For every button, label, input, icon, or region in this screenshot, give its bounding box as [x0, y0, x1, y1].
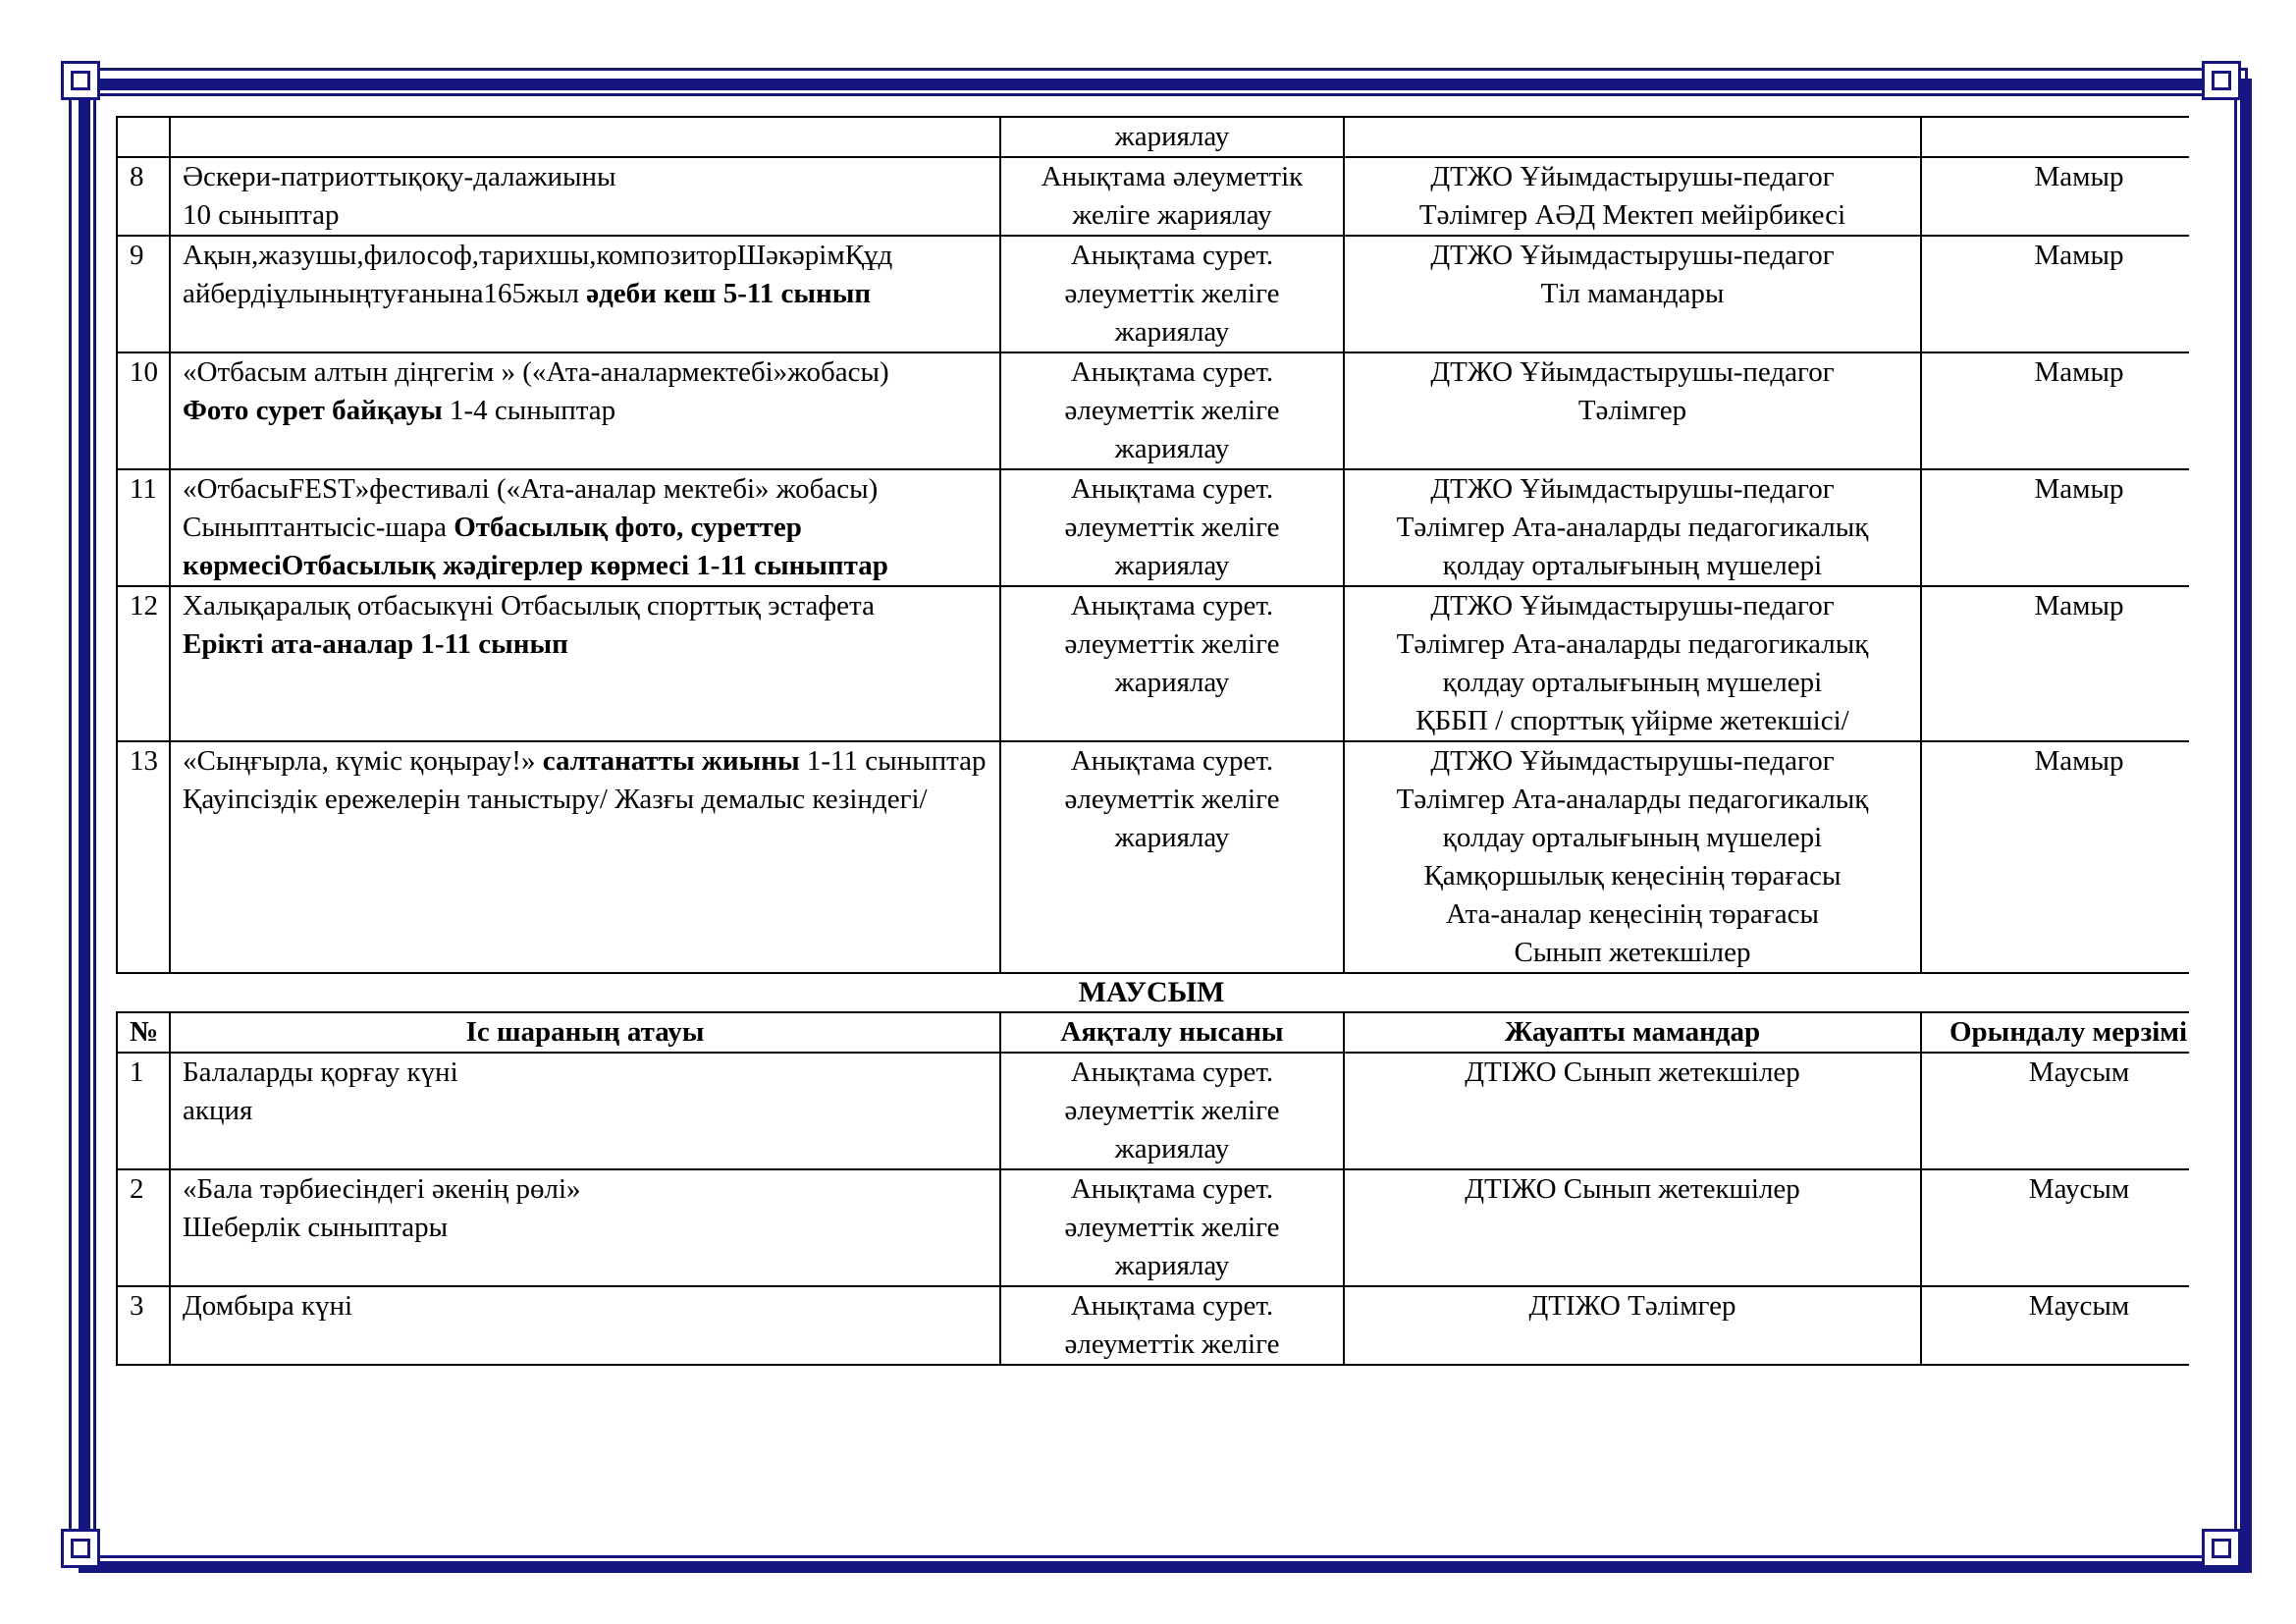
- border-corner-ornament: [2202, 61, 2241, 100]
- completion-form: Анықтама сурет. әлеуметтік желіге жариялау: [1000, 586, 1344, 741]
- completion-form: Анықтама сурет. әлеуметтік желіге жариялау: [1000, 469, 1344, 586]
- completion-form: Анықтама сурет. әлеуметтік желіге жариялау: [1000, 1053, 1344, 1169]
- deadline: Мамыр: [1921, 352, 2189, 469]
- deadline: Мамыр: [1921, 741, 2189, 973]
- table-row: [117, 236, 2189, 352]
- responsible-staff: [1344, 117, 1921, 157]
- table-row: [117, 117, 2189, 157]
- table-row: [117, 1053, 2189, 1169]
- row-number: 2: [117, 1169, 170, 1286]
- completion-form: жариялау: [1000, 117, 1344, 157]
- table-row: [117, 469, 2189, 586]
- event-name: [170, 117, 1000, 157]
- responsible-staff: ДТЖО Ұйымдастырушы-педагог Тәлімгер: [1344, 352, 1921, 469]
- deadline: Маусым: [1921, 1053, 2189, 1169]
- responsible-staff: ДТІЖО Сынып жетекшілер: [1344, 1169, 1921, 1286]
- deadline: Мамыр: [1921, 586, 2189, 741]
- completion-form: Анықтама сурет. әлеуметтік желіге жариялау: [1000, 352, 1344, 469]
- row-number: 11: [117, 469, 170, 586]
- header-completion-form: Аяқталу нысаны: [1000, 1012, 1344, 1053]
- header-number: №: [117, 1012, 170, 1053]
- row-number: 3: [117, 1286, 170, 1365]
- border-corner-ornament: [61, 1529, 100, 1568]
- responsible-staff: ДТЖО Ұйымдастырушы-педагог Тәлімгер Ата-аналарды педагогикалық қолдау орталығының мүшелері: [1344, 469, 1921, 586]
- completion-form: Анықтама сурет. әлеуметтік желіге жариялау: [1000, 1169, 1344, 1286]
- table-header-row: [117, 1012, 2189, 1053]
- document-content: [116, 116, 2189, 1392]
- row-number: 1: [117, 1053, 170, 1169]
- table-row: [117, 1286, 2189, 1365]
- completion-form: Анықтама сурет. әлеуметтік желіге: [1000, 1286, 1344, 1365]
- responsible-staff: ДТІЖО Тәлімгер: [1344, 1286, 1921, 1365]
- event-name: «Отбасым алтын діңгегім » («Ата-аналармектебі»жобасы) Фото сурет байқауы 1-4 сыныптар: [170, 352, 1000, 469]
- event-name: Домбыра күні: [170, 1286, 1000, 1365]
- june-events-table: [116, 1011, 2189, 1366]
- header-deadline: Орындалу мерзімі: [1921, 1012, 2189, 1053]
- row-number: 12: [117, 586, 170, 741]
- table-row: [117, 586, 2189, 741]
- header-event-name: Іс шараның атауы: [170, 1012, 1000, 1053]
- event-name: Халықаралық отбасыкүні Отбасылық спорттық эстафета Ерікті ата-аналар 1-11 сынып: [170, 586, 1000, 741]
- event-name: Балаларды қорғау күні акция: [170, 1053, 1000, 1169]
- event-name: «Сыңғырла, күміс қоңырау!» салтанатты жиыны 1-11 сыныптар Қауіпсіздік ережелерін таныстыру/ Жазғы демалыс кезіндегі/: [170, 741, 1000, 973]
- event-name: Ақын,жазушы,философ,тарихшы,композиторШәкәрімҚұд айбердіұлыныңтуғанына165жыл әдеби кеш 5-11 сынып: [170, 236, 1000, 352]
- row-number: 13: [117, 741, 170, 973]
- deadline: Маусым: [1921, 1286, 2189, 1365]
- completion-form: Анықтама сурет. әлеуметтік желіге жариялау: [1000, 741, 1344, 973]
- responsible-staff: ДТІЖО Сынып жетекшілер: [1344, 1053, 1921, 1169]
- responsible-staff: ДТЖО Ұйымдастырушы-педагог Тәлімгер АӘД Мектеп мейірбикесі: [1344, 157, 1921, 236]
- table-row: [117, 741, 2189, 973]
- table-row: [117, 1169, 2189, 1286]
- row-number: 8: [117, 157, 170, 236]
- completion-form: Анықтама әлеуметтік желіге жариялау: [1000, 157, 1344, 236]
- row-number: [117, 117, 170, 157]
- responsible-staff: ДТЖО Ұйымдастырушы-педагог Тәлімгер Ата-аналарды педагогикалық қолдау орталығының мүшелері Қамқоршылық кеңесінің төрағасы Ата-аналар кеңесінің төрағасы Сынып жетекшілер: [1344, 741, 1921, 973]
- responsible-staff: ДТЖО Ұйымдастырушы-педагог Тіл мамандары: [1344, 236, 1921, 352]
- completion-form: Анықтама сурет. әлеуметтік желіге жариялау: [1000, 236, 1344, 352]
- event-name: «Бала тәрбиесіндегі әкенің рөлі» Шеберлік сыныптары: [170, 1169, 1000, 1286]
- deadline: [1921, 117, 2189, 157]
- table-row: [117, 157, 2189, 236]
- deadline: Мамыр: [1921, 236, 2189, 352]
- border-corner-ornament: [61, 61, 100, 100]
- table-row: [117, 352, 2189, 469]
- event-name: Әскери-патриоттықоқу-далажиыны 10 сыныптар: [170, 157, 1000, 236]
- may-events-table: [116, 116, 2189, 974]
- deadline: Мамыр: [1921, 469, 2189, 586]
- deadline: Маусым: [1921, 1169, 2189, 1286]
- row-number: 9: [117, 236, 170, 352]
- deadline: Мамыр: [1921, 157, 2189, 236]
- responsible-staff: ДТЖО Ұйымдастырушы-педагог Тәлімгер Ата-аналарды педагогикалық қолдау орталығының мүшелері ҚББП / спорттық үйірме жетекшісі/: [1344, 586, 1921, 741]
- header-responsible: Жауапты мамандар: [1344, 1012, 1921, 1053]
- section-title-june: МАУСЫМ: [1078, 976, 1225, 1008]
- event-name: «ОтбасыFEST»фестивалі («Ата-аналар мектебі» жобасы) Сыныптантысіс-шара Отбасылық фото, суреттер көрмесіОтбасылық жәдігерлер көрмесі 1-11 сыныптар: [170, 469, 1000, 586]
- row-number: 10: [117, 352, 170, 469]
- border-corner-ornament: [2202, 1529, 2241, 1568]
